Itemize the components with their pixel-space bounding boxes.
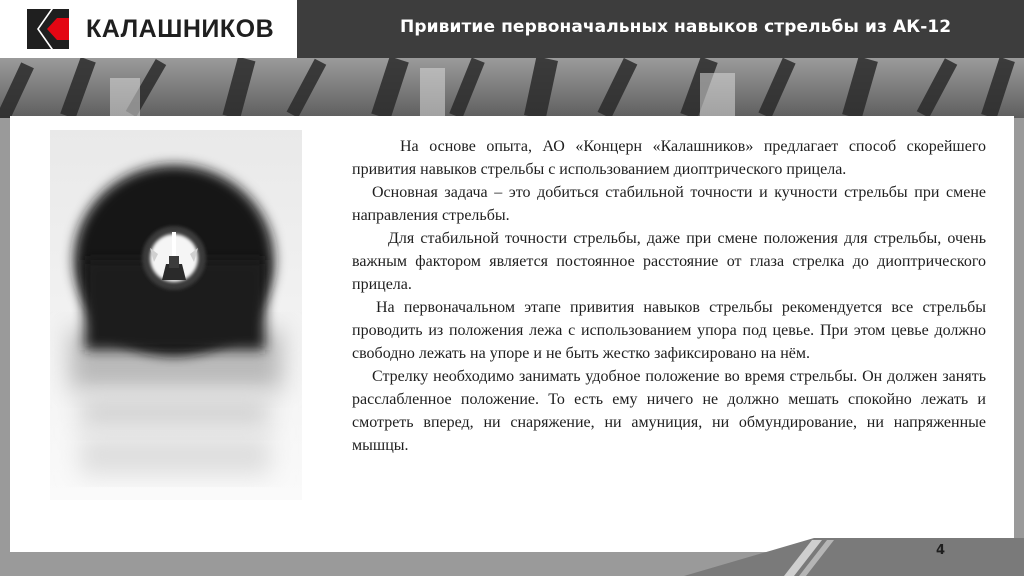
paragraph: Стрелку необходимо занимать удобное положение во время стрельбы. Он должен занять расслабленное положение. То есть ему ничего не должно мешать спокойно лежать и смотреть вперед, ни снаряжение, ни амуниция, ни обмундирование, ни напряженные мышцы. bbox=[352, 368, 986, 454]
page-number: 4 bbox=[936, 543, 946, 558]
page-title: Привитие первоначальных навыков стрельбы из АК-12 bbox=[400, 17, 952, 37]
logo bbox=[0, 0, 297, 58]
paragraph: На основе опыта, АО «Концерн «Калашников» предлагает способ скорейшего привития навыков стрельбы с использованием диоптрического прицела. bbox=[352, 138, 986, 178]
decorative-corner bbox=[684, 536, 1024, 576]
kalashnikov-logo-icon bbox=[27, 9, 69, 49]
paragraph: Для стабильной точности стрельбы, даже при смене положения для стрельбы, очень важным фактором является постоянное расстояние от глаза стрелка до диоптрического прицела. bbox=[352, 230, 986, 293]
diopter-sight-image bbox=[50, 130, 302, 500]
body-text bbox=[352, 135, 986, 457]
paragraph: На первоначальном этапе привития навыков стрельбы рекомендуется все стрельбы проводить из положения лежа с использованием упора под цевье. При этом цевье должно свободно лежать на упоре и не быть жестко зафиксировано на нём. bbox=[352, 299, 986, 362]
header-photo-strip bbox=[0, 58, 1024, 118]
paragraph: Основная задача – это добиться стабильной точности и кучности стрельбы при смене направления стрельбы. bbox=[352, 184, 986, 224]
header-bar bbox=[0, 0, 1024, 58]
brand-name: КАЛАШНИКОВ bbox=[86, 15, 275, 43]
